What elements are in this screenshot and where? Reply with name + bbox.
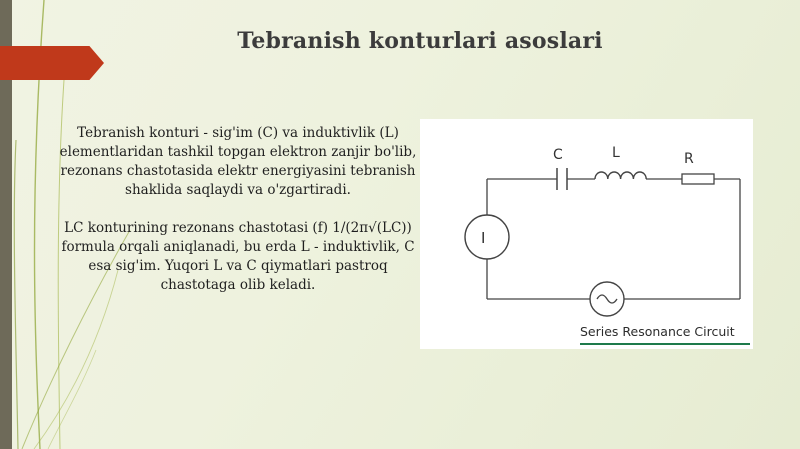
paragraph-definition: Tebranish konturi - sig'im (C) va induktivlik (L) elementlaridan tashkil topgan elektron zanjir bo'lib, rezonans chastotasida elektr energiyasini tebranish shaklida saqlaydi va o'zgartiradi.: [59, 125, 417, 198]
resistor-label: R: [684, 151, 694, 167]
inductor-label: L: [612, 145, 620, 161]
figure-caption: Series Resonance Circuit: [580, 324, 735, 339]
paragraph-formula: LC konturining rezonans chastotasi (f) 1/(2π√(LC)) formula orqali aniqlanadi, bu erda L - induktivlik, C esa sig'im. Yuqori L va C qiymatlari pastroq chastotaga olib keladi.: [61, 220, 415, 293]
accent-arrow-tab: [0, 46, 104, 80]
slide-body: [56, 124, 420, 314]
ac-source-symbol: [590, 282, 624, 316]
capacitor-label: C: [553, 147, 563, 163]
inductor-symbol: [595, 172, 646, 179]
circuit-figure: [420, 119, 753, 349]
ammeter-symbol: [465, 215, 509, 259]
capacitor-symbol: [557, 168, 567, 190]
ammeter-label: I: [481, 229, 486, 247]
circuit-wires: [487, 179, 740, 299]
series-resonance-diagram: [420, 119, 753, 349]
slide-title: Tebranish konturlari asoslari: [237, 28, 603, 54]
resistor-symbol: [682, 174, 714, 184]
caption-underline: [580, 343, 750, 345]
